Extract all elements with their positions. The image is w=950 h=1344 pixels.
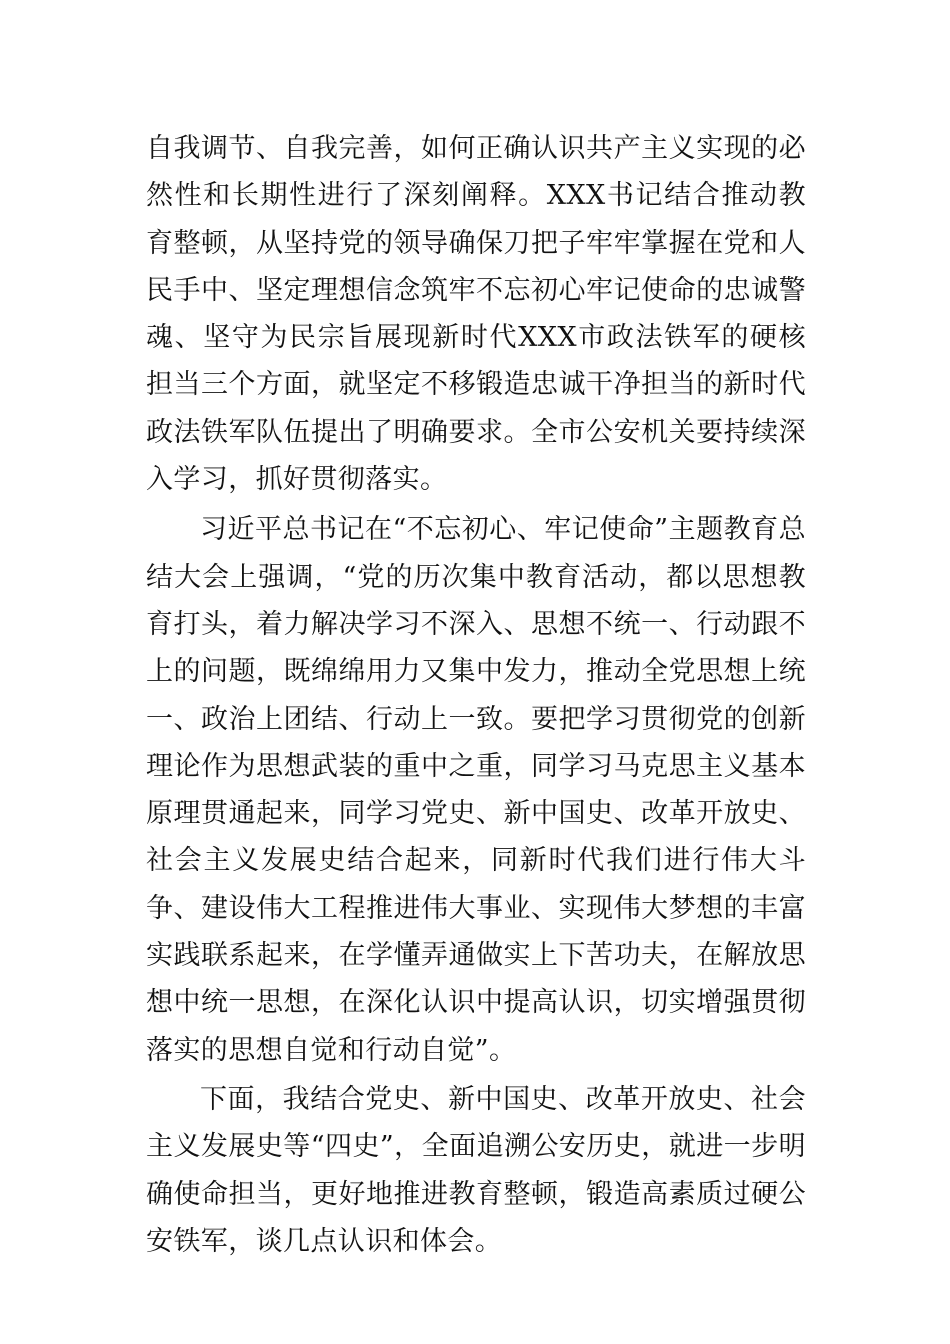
paragraph-intro-four-histories: 下面，我结合党史、新中国史、改革开放史、社会主义发展史等“四史”，全面追溯公安历史，就进一步明确使命担当，更好地推进教育整顿，锻造高素质过硬公安铁军，谈几点认识和体会。 <box>146 1083 806 1257</box>
paragraph-continuation: 自我调节、自我完善，如何正确认识共产主义实现的必然性和长期性进行了深刻阐释。XXX书记结合推动教育整顿，从坚持党的领导确保刀把子牢牢掌握在党和人民手中、坚定理想信念筑牢不忘初心牢记使命的忠诚警魂、坚守为民宗旨展现新时代XXX市政法铁军的硬核担当三个方面，就坚定不移锻造忠诚干净担当的新时代政法铁军队伍提出了明确要求。全市公安机关要持续深入学习，抓好贯彻落实。 <box>146 133 806 496</box>
paragraph-quote-xi: 习近平总书记在“不忘初心、牢记使命”主题教育总结大会上强调，“党的历次集中教育活动，都以思想教育打头，着力解决学习不深入、思想不统一、行动跟不上的问题，既绵绵用力又集中发力，推动全党思想上统一、政治上团结、行动上一致。要把学习贯彻党的创新理论作为思想武装的重中之重，同学习马克思主义基本原理贯通起来，同学习党史、新中国史、改革开放史、社会主义发展史结合起来，同新时代我们进行伟大斗争、建设伟大工程推进伟大事业、实现伟大梦想的丰富实践联系起来，在学懂弄通做实上下苦功夫，在解放思想中统一思想，在深化认识中提高认识，切实增强贯彻落实的思想自觉和行动自觉”。 <box>146 514 806 1066</box>
document-body <box>146 125 806 1265</box>
